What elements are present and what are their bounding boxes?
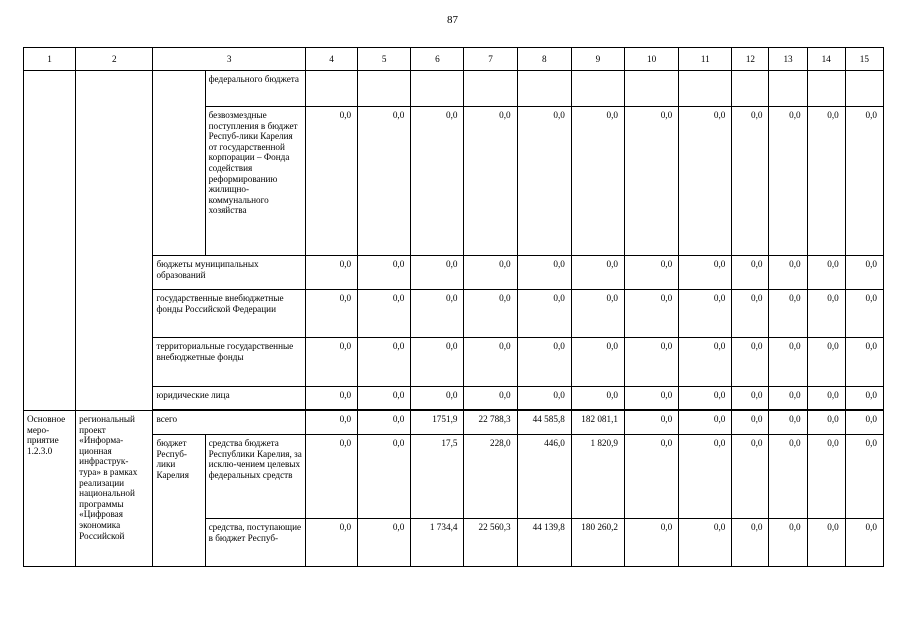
value-cell: 0,0 bbox=[571, 256, 624, 290]
header-cell: 14 bbox=[807, 48, 845, 71]
value-cell: 0,0 bbox=[358, 519, 411, 567]
value-cell: 0,0 bbox=[358, 256, 411, 290]
table-row bbox=[24, 435, 884, 519]
header-cell: 11 bbox=[679, 48, 732, 71]
value-cell: 0,0 bbox=[625, 107, 679, 256]
value-cell: 0,0 bbox=[358, 107, 411, 256]
value-cell: 180 260,2 bbox=[571, 519, 624, 567]
value-cell: 0,0 bbox=[464, 338, 517, 387]
value-cell: 0,0 bbox=[305, 290, 357, 338]
header-cell: 5 bbox=[358, 48, 411, 71]
row-label: федерального бюджета bbox=[205, 71, 305, 107]
value-cell: 0,0 bbox=[845, 256, 883, 290]
row-label: бюджет Респуб-лики Карелия bbox=[153, 435, 205, 567]
cell bbox=[76, 71, 153, 411]
value-cell: 0,0 bbox=[679, 256, 732, 290]
cell bbox=[732, 71, 769, 107]
value-cell: 0,0 bbox=[305, 435, 357, 519]
table-row bbox=[24, 387, 884, 410]
cell bbox=[24, 71, 76, 411]
value-cell: 0,0 bbox=[625, 411, 679, 435]
value-cell: 0,0 bbox=[732, 387, 769, 410]
row-label: средства бюджета Республики Карелия, за исклю-чением целевых федеральных средств bbox=[205, 435, 305, 519]
value-cell: 0,0 bbox=[679, 519, 732, 567]
value-cell: 0,0 bbox=[305, 256, 357, 290]
value-cell: 0,0 bbox=[807, 338, 845, 387]
table-row bbox=[24, 256, 884, 290]
row-label: территориальные государственные внебюджетные фонды bbox=[153, 338, 306, 387]
cell bbox=[679, 71, 732, 107]
cell bbox=[845, 71, 883, 107]
row-label: средства, поступающие в бюджет Респуб- bbox=[205, 519, 305, 567]
value-cell: 0,0 bbox=[769, 435, 807, 519]
value-cell: 0,0 bbox=[732, 411, 769, 435]
event-name: Основное меро-приятие 1.2.3.0 bbox=[24, 411, 76, 567]
value-cell: 0,0 bbox=[464, 387, 517, 410]
value-cell: 0,0 bbox=[358, 387, 411, 410]
value-cell: 0,0 bbox=[517, 290, 571, 338]
value-cell: 182 081,1 bbox=[571, 411, 624, 435]
value-cell: 0,0 bbox=[411, 256, 464, 290]
value-cell: 0,0 bbox=[732, 256, 769, 290]
value-cell: 0,0 bbox=[769, 107, 807, 256]
cell bbox=[411, 71, 464, 107]
value-cell: 0,0 bbox=[411, 338, 464, 387]
cell bbox=[305, 71, 357, 107]
row-label: всего bbox=[153, 411, 306, 435]
cell bbox=[571, 71, 624, 107]
row-label: юридические лица bbox=[153, 387, 306, 410]
value-cell: 0,0 bbox=[807, 519, 845, 567]
value-cell: 0,0 bbox=[769, 411, 807, 435]
header-cell: 13 bbox=[769, 48, 807, 71]
value-cell: 22 560,3 bbox=[464, 519, 517, 567]
value-cell: 0,0 bbox=[517, 256, 571, 290]
value-cell: 0,0 bbox=[732, 435, 769, 519]
value-cell: 0,0 bbox=[845, 107, 883, 256]
value-cell: 0,0 bbox=[625, 290, 679, 338]
header-cell: 2 bbox=[76, 48, 153, 71]
value-cell: 0,0 bbox=[571, 290, 624, 338]
budget-table bbox=[23, 47, 884, 567]
value-cell: 0,0 bbox=[845, 435, 883, 519]
header-cell: 7 bbox=[464, 48, 517, 71]
value-cell: 0,0 bbox=[769, 338, 807, 387]
value-cell: 0,0 bbox=[571, 338, 624, 387]
cell bbox=[517, 71, 571, 107]
value-cell: 0,0 bbox=[679, 338, 732, 387]
value-cell: 0,0 bbox=[845, 290, 883, 338]
value-cell: 446,0 bbox=[517, 435, 571, 519]
value-cell: 0,0 bbox=[358, 435, 411, 519]
value-cell: 0,0 bbox=[358, 290, 411, 338]
row-label: государственные внебюджетные фонды Российской Федерации bbox=[153, 290, 306, 338]
value-cell: 1 734,4 bbox=[411, 519, 464, 567]
page-number: 87 bbox=[447, 14, 458, 26]
value-cell: 0,0 bbox=[807, 107, 845, 256]
value-cell: 0,0 bbox=[517, 387, 571, 410]
value-cell: 0,0 bbox=[571, 107, 624, 256]
value-cell: 0,0 bbox=[769, 387, 807, 410]
header-cell: 6 bbox=[411, 48, 464, 71]
value-cell: 0,0 bbox=[769, 290, 807, 338]
table-row bbox=[24, 290, 884, 338]
row-label: безвозмездные поступления в бюджет Респуб-лики Карелия от государственной корпорации – Фонда содействия реформированию жилищно-коммунального хозяйства bbox=[205, 107, 305, 256]
value-cell: 0,0 bbox=[625, 338, 679, 387]
value-cell: 0,0 bbox=[305, 107, 357, 256]
value-cell: 0,0 bbox=[679, 290, 732, 338]
header-cell: 9 bbox=[571, 48, 624, 71]
header-cell: 12 bbox=[732, 48, 769, 71]
value-cell: 0,0 bbox=[679, 387, 732, 410]
value-cell: 0,0 bbox=[807, 411, 845, 435]
value-cell: 0,0 bbox=[571, 387, 624, 410]
table-row bbox=[24, 71, 884, 107]
value-cell: 44 585,8 bbox=[517, 411, 571, 435]
header-cell: 8 bbox=[517, 48, 571, 71]
value-cell: 0,0 bbox=[305, 519, 357, 567]
value-cell: 0,0 bbox=[845, 411, 883, 435]
value-cell: 0,0 bbox=[807, 435, 845, 519]
row-label: бюджеты муниципальных образований bbox=[153, 256, 306, 290]
value-cell: 0,0 bbox=[807, 256, 845, 290]
table-row bbox=[24, 411, 884, 435]
cell bbox=[769, 71, 807, 107]
value-cell: 17,5 bbox=[411, 435, 464, 519]
value-cell: 0,0 bbox=[358, 411, 411, 435]
value-cell: 0,0 bbox=[464, 256, 517, 290]
value-cell: 0,0 bbox=[411, 387, 464, 410]
value-cell: 0,0 bbox=[732, 338, 769, 387]
value-cell: 0,0 bbox=[679, 435, 732, 519]
value-cell: 44 139,8 bbox=[517, 519, 571, 567]
value-cell: 0,0 bbox=[679, 411, 732, 435]
value-cell: 0,0 bbox=[305, 411, 357, 435]
value-cell: 0,0 bbox=[807, 290, 845, 338]
value-cell: 0,0 bbox=[845, 338, 883, 387]
value-cell: 0,0 bbox=[517, 338, 571, 387]
header-cell: 3 bbox=[153, 48, 306, 71]
value-cell: 0,0 bbox=[305, 387, 357, 410]
header-cell: 15 bbox=[845, 48, 883, 71]
value-cell: 0,0 bbox=[305, 338, 357, 387]
value-cell: 0,0 bbox=[679, 107, 732, 256]
header-cell: 10 bbox=[625, 48, 679, 71]
value-cell: 0,0 bbox=[358, 338, 411, 387]
value-cell: 22 788,3 bbox=[464, 411, 517, 435]
value-cell: 0,0 bbox=[807, 387, 845, 410]
cell bbox=[807, 71, 845, 107]
value-cell: 0,0 bbox=[625, 256, 679, 290]
header-cell: 1 bbox=[24, 48, 76, 71]
table-row bbox=[24, 338, 884, 387]
value-cell: 0,0 bbox=[625, 519, 679, 567]
cell bbox=[153, 71, 205, 256]
header-row bbox=[24, 48, 884, 71]
value-cell: 0,0 bbox=[517, 107, 571, 256]
value-cell: 0,0 bbox=[464, 290, 517, 338]
cell bbox=[464, 71, 517, 107]
value-cell: 0,0 bbox=[732, 519, 769, 567]
event-project: региональный проект «Информа-ционная инфраструк-тура» в рамках реализации национальной программы «Цифровая экономика Российской bbox=[76, 411, 153, 567]
value-cell: 0,0 bbox=[625, 387, 679, 410]
value-cell: 0,0 bbox=[411, 107, 464, 256]
value-cell: 0,0 bbox=[411, 290, 464, 338]
header-cell: 4 bbox=[305, 48, 357, 71]
value-cell: 0,0 bbox=[732, 107, 769, 256]
value-cell: 0,0 bbox=[769, 519, 807, 567]
value-cell: 0,0 bbox=[769, 256, 807, 290]
cell bbox=[625, 71, 679, 107]
value-cell: 0,0 bbox=[845, 387, 883, 410]
cell bbox=[358, 71, 411, 107]
value-cell: 1751,9 bbox=[411, 411, 464, 435]
value-cell: 228,0 bbox=[464, 435, 517, 519]
value-cell: 0,0 bbox=[625, 435, 679, 519]
value-cell: 0,0 bbox=[464, 107, 517, 256]
value-cell: 0,0 bbox=[845, 519, 883, 567]
value-cell: 1 820,9 bbox=[571, 435, 624, 519]
value-cell: 0,0 bbox=[732, 290, 769, 338]
